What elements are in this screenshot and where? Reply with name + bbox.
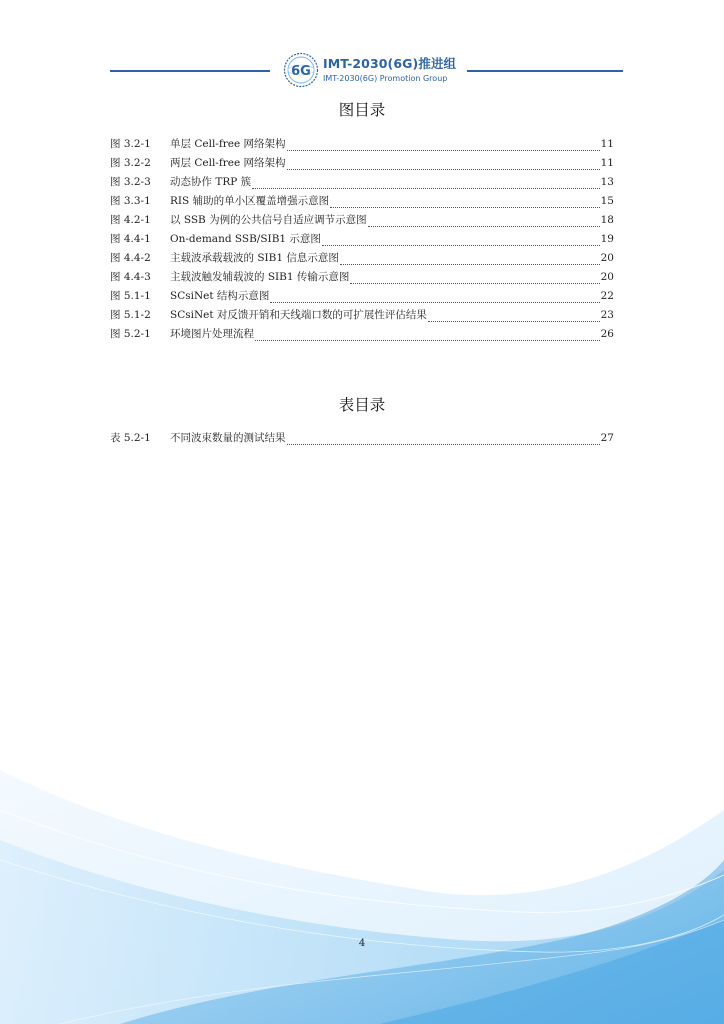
toc-entry-title: 以 SSB 为例的公共信号自适应调节示意图: [170, 214, 367, 226]
toc-entry-page: 13: [600, 176, 614, 188]
toc-leader-dots: [350, 283, 599, 284]
toc-entry[interactable]: [110, 231, 614, 250]
toc-entry-title: 环境图片处理流程: [170, 328, 254, 340]
header-rule-right: [467, 70, 623, 72]
toc-entry-title: 动态协作 TRP 簇: [170, 176, 252, 188]
6g-globe-logo-icon: [283, 52, 319, 88]
toc-leader-dots: [270, 302, 599, 303]
toc-entry[interactable]: [110, 136, 614, 155]
toc-leader-dots: [428, 321, 600, 322]
toc-leader-dots: [287, 169, 600, 170]
decorative-wave-background: [0, 690, 724, 1024]
org-name: IMT-2030(6G)推进组: [323, 56, 457, 71]
toc-entry[interactable]: [110, 288, 614, 307]
toc-leader-dots: [340, 264, 600, 265]
toc-entry-label: 图 4.4-2: [110, 252, 151, 264]
toc-entry-label: 图 5.1-1: [110, 290, 151, 302]
toc-entry[interactable]: [110, 155, 614, 174]
toc-entry-label: 图 4.4-1: [110, 233, 151, 245]
toc-entry[interactable]: [110, 212, 614, 231]
toc-entry-label: 表 5.2-1: [110, 432, 151, 444]
toc-entry[interactable]: [110, 326, 614, 345]
toc-entry[interactable]: [110, 269, 614, 288]
figures-toc-list: [110, 136, 614, 345]
toc-entry[interactable]: [110, 174, 614, 193]
logo-text: 6G: [291, 64, 311, 79]
toc-entry-page: 11: [600, 157, 614, 169]
tables-section-title: 表目录: [338, 396, 386, 414]
toc-entry-label: 图 3.2-2: [110, 157, 151, 169]
toc-entry-label: 图 5.2-1: [110, 328, 151, 340]
toc-leader-dots: [252, 188, 599, 189]
page-header: [0, 50, 724, 92]
toc-entry-label: 图 5.1-2: [110, 309, 151, 321]
toc-entry[interactable]: [110, 250, 614, 269]
toc-entry-page: 20: [600, 271, 614, 283]
toc-entry-page: 11: [600, 138, 614, 150]
toc-entry-page: 20: [600, 252, 614, 264]
toc-entry-title: 不同波束数量的测试结果: [170, 432, 286, 444]
toc-entry-title: 单层 Cell-free 网络架构: [170, 138, 286, 150]
toc-entry-title: 主载波触发辅载波的 SIB1 传输示意图: [170, 271, 350, 283]
toc-entry-page: 23: [600, 309, 614, 321]
toc-leader-dots: [287, 150, 600, 151]
toc-entry-label: 图 3.3-1: [110, 195, 151, 207]
figures-section-title: 图目录: [338, 101, 386, 119]
toc-entry-label: 图 3.2-3: [110, 176, 151, 188]
toc-leader-dots: [255, 340, 600, 341]
toc-entry-page: 27: [600, 432, 614, 444]
toc-entry-page: 22: [600, 290, 614, 302]
toc-entry-label: 图 3.2-1: [110, 138, 151, 150]
toc-entry[interactable]: [110, 193, 614, 212]
toc-entry-page: 19: [600, 233, 614, 245]
toc-entry-title: SCsiNet 对反馈开销和天线端口数的可扩展性评估结果: [170, 309, 427, 321]
page-number: 4: [358, 938, 366, 949]
toc-entry-title: RIS 辅助的单小区覆盖增强示意图: [170, 195, 330, 207]
toc-entry-title: 两层 Cell-free 网络架构: [170, 157, 286, 169]
toc-entry-label: 图 4.2-1: [110, 214, 151, 226]
toc-leader-dots: [287, 444, 600, 445]
toc-entry-page: 18: [600, 214, 614, 226]
toc-leader-dots: [322, 245, 600, 246]
toc-entry-label: 图 4.4-3: [110, 271, 151, 283]
org-name-en: IMT-2030(6G) Promotion Group: [323, 74, 448, 83]
toc-entry[interactable]: [110, 430, 614, 449]
toc-entry-title: On-demand SSB/SIB1 示意图: [170, 233, 321, 245]
toc-entry-title: SCsiNet 结构示意图: [170, 290, 270, 302]
toc-entry[interactable]: [110, 307, 614, 326]
toc-leader-dots: [368, 226, 600, 227]
toc-entry-page: 26: [600, 328, 614, 340]
toc-leader-dots: [330, 207, 600, 208]
toc-entry-title: 主载波承载载波的 SIB1 信息示意图: [170, 252, 339, 264]
toc-entry-page: 15: [600, 195, 614, 207]
tables-toc-list: [110, 430, 614, 449]
header-rule-left: [110, 70, 270, 72]
